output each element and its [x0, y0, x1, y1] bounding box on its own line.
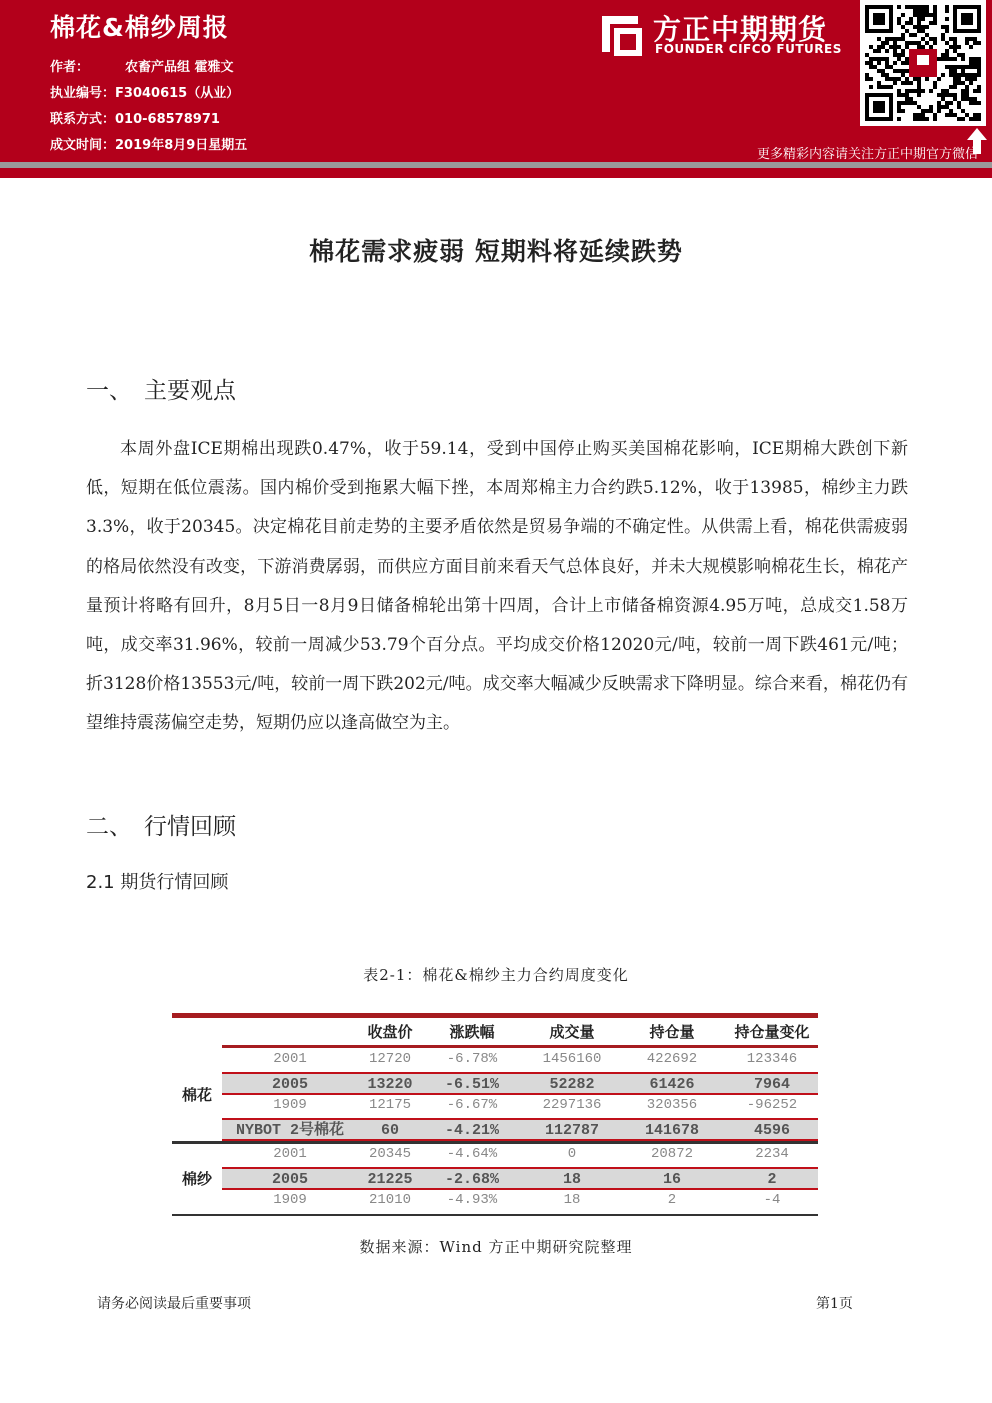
cell-contract: NYBOT 2号棉花	[235, 1122, 344, 1139]
author-value: 农畜产品组 霍雅文	[125, 60, 234, 75]
author-label: 作者：	[50, 60, 90, 75]
cell-oi: 61426	[649, 1076, 695, 1093]
group-label: 棉花	[181, 1086, 212, 1104]
author-line	[50, 56, 234, 75]
cell-volume: 112787	[544, 1122, 599, 1139]
table-row	[222, 1167, 818, 1190]
follow-wechat-text: 更多精彩内容请关注方正中期官方微信	[756, 147, 978, 162]
cell-change: -2.68%	[444, 1171, 499, 1188]
cell-oi-change: -96252	[746, 1097, 798, 1113]
page-number: 第1页	[816, 1296, 853, 1312]
cell-close: 20345	[368, 1146, 411, 1162]
license-line	[50, 82, 239, 101]
cell-volume: 2297136	[542, 1097, 602, 1113]
brand-logo[interactable]	[598, 6, 858, 62]
section-number: 二、	[86, 814, 132, 840]
cell-oi: 320356	[646, 1097, 698, 1113]
cell-change: -4.64%	[446, 1146, 498, 1162]
section-heading-views	[86, 372, 236, 405]
license-label: 执业编号：	[50, 86, 116, 101]
cell-close: 21225	[367, 1171, 413, 1188]
cell-oi-change: 7964	[753, 1076, 790, 1093]
cell-oi: 2	[667, 1192, 677, 1208]
table-row	[222, 1144, 818, 1167]
brand-mark-icon	[598, 10, 646, 58]
cell-oi: 422692	[646, 1051, 698, 1067]
cell-close: 60	[380, 1122, 399, 1139]
cell-volume: 0	[567, 1146, 577, 1162]
header-change: 涨跌幅	[449, 1023, 495, 1041]
table-row	[222, 1095, 818, 1118]
cell-oi: 20872	[650, 1146, 693, 1162]
contact-label: 联系方式：	[50, 112, 116, 127]
header-oi-change: 持仓量变化	[734, 1023, 810, 1041]
table-row	[222, 1049, 818, 1072]
cell-contract: 2005	[271, 1171, 308, 1188]
brand-name-cn: 方正中期期货	[653, 13, 828, 46]
cell-contract: 1909	[273, 1192, 307, 1208]
section-heading-review	[86, 808, 236, 841]
contact-value: 010-68578971	[115, 112, 220, 127]
table-row	[222, 1072, 818, 1095]
table-header-rule	[222, 1045, 818, 1048]
table-row	[222, 1118, 818, 1141]
section-number: 一、	[86, 378, 132, 404]
header-open-interest: 持仓量	[649, 1023, 695, 1041]
data-source: 数据来源：Wind 方正中期研究院整理	[359, 1238, 633, 1256]
cell-volume: 18	[563, 1192, 581, 1208]
table-top-rule	[172, 1013, 818, 1018]
cell-oi-change: 4596	[753, 1122, 790, 1139]
main-views-paragraph: 本周外盘ICE期棉出现跌0.47%，收于59.14，受到中国停止购买美国棉花影响，ICE期棉大跌创下新低，短期在低位震荡。国内棉价受到拖累大幅下挫，本周郑棉主力合约跌5.12%，收于13985，棉纱主力跌3.3%，收于20345。决定棉花目前走势的主要矛盾依然是贸易争端的不确定性。从供需上看，棉花供需疲弱的格局依然没有改变，下游消费孱弱，而供应方面目前来看天气总体良好，并未大规模影响棉花生长，棉花产量预计将略有回升，8月5日一8月9日储备棉轮出第十四周，合计上市储备棉资源4.95万吨，总成交1.58万吨，成交率31.96%，较前一周减少53.79个百分点。平均成交价格12020元/吨，较前一周下跌461元/吨；折3128价格13553元/吨，较前一周下跌202元/吨。成交率大幅减少反映需求下降明显。综合来看，棉花仍有望维持震荡偏空走势，短期仍应以逢高做空为主。	[86, 439, 908, 734]
cell-oi: 16	[662, 1171, 681, 1188]
cell-change: -4.21%	[444, 1122, 499, 1139]
report-header	[0, 0, 992, 162]
date-value: 2019年8月9日星期五	[115, 138, 248, 153]
contact-line	[50, 108, 220, 127]
report-name: 棉花&棉纱周报	[50, 13, 229, 42]
report-title: 棉花需求疲弱 短期料将延续跌势	[309, 237, 683, 266]
header-close: 收盘价	[367, 1023, 413, 1041]
group-label: 棉纱	[181, 1169, 212, 1188]
cell-contract: 2001	[273, 1051, 307, 1067]
cell-change: -6.51%	[444, 1076, 499, 1093]
section-title: 主要观点	[144, 378, 236, 404]
cell-contract: 1909	[273, 1097, 307, 1113]
header-volume: 成交量	[549, 1023, 595, 1041]
table-row	[222, 1190, 818, 1213]
cell-oi-change: 123346	[746, 1051, 798, 1067]
qr-code-icon	[865, 5, 981, 121]
table-header-row	[172, 1020, 818, 1045]
license-value: F3040615（从业）	[115, 86, 240, 101]
cell-contract: 2005	[271, 1076, 308, 1093]
cell-change: -4.93%	[446, 1192, 498, 1208]
date-label: 成文时间：	[50, 138, 116, 153]
cell-contract: 2001	[273, 1146, 307, 1162]
cell-oi-change: 2234	[755, 1146, 789, 1162]
table-bottom-rule	[172, 1214, 818, 1216]
cell-close: 21010	[368, 1192, 411, 1208]
cell-volume: 1456160	[542, 1051, 602, 1067]
wechat-qr-code[interactable]	[860, 0, 986, 126]
cell-change: -6.67%	[446, 1097, 498, 1113]
cell-volume: 52282	[549, 1076, 595, 1093]
subsection-heading: 2.1 期货行情回顾	[86, 872, 229, 893]
date-line	[50, 134, 247, 153]
cell-close: 12175	[368, 1097, 411, 1113]
cell-oi-change: -4	[763, 1192, 781, 1208]
brand-name-en: FOUNDER CIFCO FUTURES	[655, 42, 842, 56]
cell-close: 13220	[367, 1076, 413, 1093]
section-title: 行情回顾	[144, 814, 236, 840]
cell-volume: 18	[562, 1171, 581, 1188]
footer-notice: 请务必阅读最后重要事项	[97, 1296, 251, 1312]
table-caption: 表2-1：棉花&棉纱主力合约周度变化	[363, 966, 629, 984]
cell-oi: 141678	[644, 1122, 699, 1139]
header-divider-red	[0, 168, 992, 178]
cell-close: 12720	[368, 1051, 411, 1067]
cell-oi-change: 2	[767, 1171, 777, 1188]
cell-change: -6.78%	[446, 1051, 498, 1067]
